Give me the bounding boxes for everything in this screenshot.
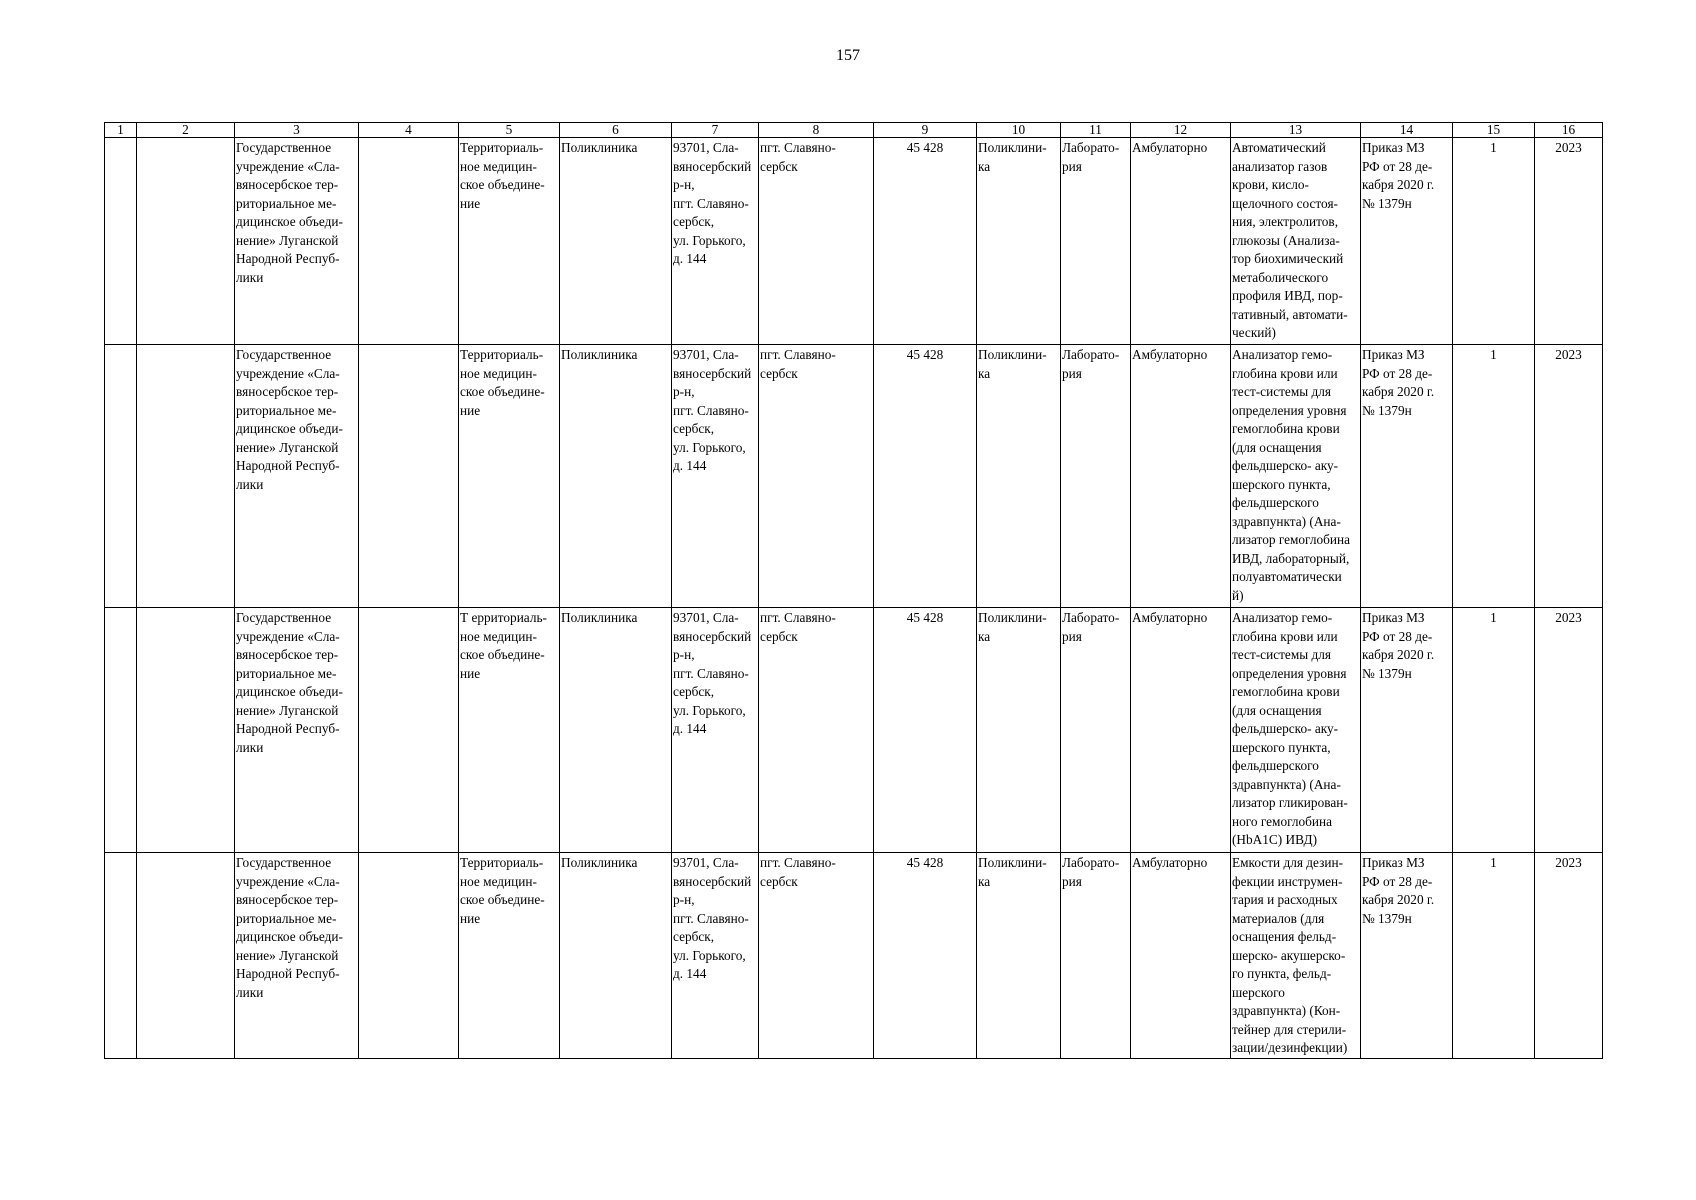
cell-line: вяносербское тер- <box>236 647 339 662</box>
population-cell: 45 428 <box>874 853 977 1059</box>
cell-line: ние <box>460 665 481 681</box>
cell-line: Поликлиника <box>561 347 638 362</box>
equipment-cell <box>1231 608 1361 853</box>
cell-line: учреждение «Сла- <box>236 158 340 174</box>
cell-line: пгт. Славяно- <box>673 195 749 211</box>
population-cell: 45 428 <box>874 138 977 345</box>
equipment-cell <box>1231 853 1361 1059</box>
cell-line: РФ от 28 де- <box>1362 628 1433 644</box>
quantity-cell: 1 <box>1453 138 1535 345</box>
column-header: 5 <box>459 123 560 138</box>
quantity-cell: 1 <box>1453 853 1535 1059</box>
cell-line: фекции инструмен- <box>1232 873 1343 889</box>
cell-line: Народной Респуб- <box>236 721 340 736</box>
cell-line: 93701, Сла- <box>673 855 739 870</box>
cell-line: риториальное ме- <box>236 402 337 418</box>
institution-name-cell <box>235 853 359 1059</box>
care-form-cell <box>1131 608 1231 853</box>
cell-line: зации/дезинфекции) <box>1232 1040 1348 1055</box>
cell-line: метаболического <box>1232 269 1329 285</box>
cell-line: Территориаль- <box>460 855 544 870</box>
cell-line: р-н, <box>673 892 695 907</box>
column-header: 1 <box>105 123 137 138</box>
code-cell <box>137 608 235 853</box>
cell-line: Анализатор гемо- <box>1232 347 1333 362</box>
cell-line: определения уровня <box>1232 665 1347 681</box>
cell-line: Приказ МЗ <box>1362 347 1425 362</box>
cell-line: сербск, <box>673 684 715 699</box>
cell-line: вяносербский <box>673 873 752 889</box>
cell-line: Государственное <box>236 610 332 625</box>
settlement-cell <box>759 608 874 853</box>
cell-line: 93701, Сла- <box>673 347 739 362</box>
care-form-cell <box>1131 853 1231 1059</box>
cell-line: ния, электролитов, <box>1232 214 1339 229</box>
code-cell <box>137 138 235 345</box>
cell-line: гемоглобина крови <box>1232 684 1340 699</box>
cell-line: щелочного состоя- <box>1232 195 1338 211</box>
column-header: 12 <box>1131 123 1231 138</box>
cell-line: учреждение «Сла- <box>236 873 340 889</box>
cell-line: пгт. Славяно- <box>673 910 749 926</box>
cell-line: нение» Луганской <box>236 702 339 718</box>
cell-line: Лаборато- <box>1062 610 1120 625</box>
cell-line: вяносербское тер- <box>236 384 339 399</box>
cell-line: глобина крови или <box>1232 365 1338 381</box>
cell-line: р-н, <box>673 384 695 399</box>
cell-line: тор биохимический <box>1232 251 1344 266</box>
cell-line: Амбулаторно <box>1132 347 1208 362</box>
cell-line: шерско- акушерско- <box>1232 947 1346 963</box>
cell-line: вяносербский <box>673 365 752 381</box>
cell-line: ское объедине- <box>460 647 545 662</box>
division-cell <box>560 853 672 1059</box>
column-header: 3 <box>235 123 359 138</box>
cell-line: сербск, <box>673 421 715 436</box>
cell-line: 93701, Сла- <box>673 140 739 155</box>
cell-line: вяносербский <box>673 158 752 174</box>
cell-line: Амбулаторно <box>1132 610 1208 625</box>
address-cell <box>672 138 759 345</box>
cell-line: пгт. Славяно- <box>760 610 836 625</box>
cell-line: ское объедине- <box>460 892 545 907</box>
cell-line: Поликлини- <box>978 347 1047 362</box>
cell-line: гемоглобина крови <box>1232 421 1340 436</box>
department-cell <box>1061 345 1131 608</box>
cell-line: профиля ИВД, пор- <box>1232 288 1343 303</box>
cell-line: (для оснащения <box>1232 702 1322 718</box>
care-form-cell <box>1131 345 1231 608</box>
cell-line: РФ от 28 де- <box>1362 158 1433 174</box>
cell-line: крови, кисло- <box>1232 177 1309 192</box>
unit-type-cell <box>977 853 1061 1059</box>
cell-line: Т ерриториаль- <box>460 610 547 625</box>
cell-line: Поликлиника <box>561 140 638 155</box>
cell-line: пгт. Славяно- <box>673 402 749 418</box>
cell-line: ул. Горького, <box>673 439 746 455</box>
cell-line: ское объедине- <box>460 384 545 399</box>
cell-line: (для оснащения <box>1232 439 1322 455</box>
column-header: 9 <box>874 123 977 138</box>
division-cell <box>560 345 672 608</box>
cell-line: кабря 2020 г. <box>1362 384 1435 399</box>
unit-type-cell <box>977 608 1061 853</box>
cell-line: Лаборато- <box>1062 347 1120 362</box>
cell-line: вяносербское тер- <box>236 892 339 907</box>
column-header: 4 <box>359 123 459 138</box>
cell-line: здравпункта) (Ана- <box>1232 513 1341 529</box>
column-header: 2 <box>137 123 235 138</box>
cell-line: тест-системы для <box>1232 647 1332 662</box>
cell-line: шерского <box>1232 984 1285 1000</box>
cell-line: ческий) <box>1232 325 1276 340</box>
cell-line: ское объедине- <box>460 177 545 192</box>
cell-line: глобина крови или <box>1232 628 1338 644</box>
cell-line: дицинское объеди- <box>236 421 343 436</box>
cell-line: Территориаль- <box>460 347 544 362</box>
cell-line: здравпункта) (Кон- <box>1232 1003 1341 1018</box>
cell-line: № 1379н <box>1362 910 1412 926</box>
cell-line: учреждение «Сла- <box>236 628 340 644</box>
cell-line: тест-системы для <box>1232 384 1332 399</box>
cell-line: Поликлини- <box>978 140 1047 155</box>
cell-line: глюкозы (Анализа- <box>1232 232 1340 248</box>
empty-cell <box>359 853 459 1059</box>
cell-line: Поликлини- <box>978 855 1047 870</box>
institution-type-cell <box>459 853 560 1059</box>
cell-line: лизатор гемоглобина <box>1232 532 1351 547</box>
cell-line: Приказ МЗ <box>1362 610 1425 625</box>
empty-cell <box>359 138 459 345</box>
institution-name-cell <box>235 138 359 345</box>
cell-line: Амбулаторно <box>1132 140 1208 155</box>
cell-line: РФ от 28 де- <box>1362 365 1433 381</box>
cell-line: нение» Луганской <box>236 232 339 248</box>
cell-line: кабря 2020 г. <box>1362 892 1435 907</box>
cell-line: тария и расходных <box>1232 892 1338 907</box>
year-cell: 2023 <box>1535 345 1603 608</box>
cell-line: ние <box>460 195 481 211</box>
cell-line: анализатор газов <box>1232 158 1328 174</box>
cell-line: определения уровня <box>1232 402 1347 418</box>
order-cell <box>1361 345 1453 608</box>
cell-line: ние <box>460 402 481 418</box>
column-header: 7 <box>672 123 759 138</box>
cell-line: д. 144 <box>673 251 707 266</box>
cell-line: Поликлини- <box>978 610 1047 625</box>
institution-type-cell <box>459 608 560 853</box>
department-cell <box>1061 608 1131 853</box>
cell-line: ное медицин- <box>460 628 537 644</box>
cell-line: Государственное <box>236 140 332 155</box>
population-cell: 45 428 <box>874 608 977 853</box>
cell-line: кабря 2020 г. <box>1362 177 1435 192</box>
cell-line: пгт. Славяно- <box>673 665 749 681</box>
settlement-cell <box>759 853 874 1059</box>
cell-line: РФ от 28 де- <box>1362 873 1433 889</box>
department-cell <box>1061 853 1131 1059</box>
equipment-cell <box>1231 345 1361 608</box>
empty-cell <box>359 608 459 853</box>
settlement-cell <box>759 138 874 345</box>
table-row <box>105 853 1603 1059</box>
cell-line: Приказ МЗ <box>1362 855 1425 870</box>
cell-line: лики <box>236 476 264 492</box>
cell-line: лики <box>236 739 264 755</box>
cell-line: Амбулаторно <box>1132 855 1208 870</box>
row-number-cell <box>105 345 137 608</box>
institution-type-cell <box>459 345 560 608</box>
cell-line: дицинское объеди- <box>236 929 343 944</box>
unit-type-cell <box>977 138 1061 345</box>
address-cell <box>672 345 759 608</box>
cell-line: рия <box>1062 158 1082 174</box>
cell-line: ул. Горького, <box>673 947 746 963</box>
row-number-cell <box>105 853 137 1059</box>
code-cell <box>137 853 235 1059</box>
cell-line: тейнер для стерили- <box>1232 1021 1347 1037</box>
cell-line: Государственное <box>236 855 332 870</box>
cell-line: фельдшерско- аку- <box>1232 458 1339 473</box>
cell-line: й) <box>1232 587 1244 603</box>
settlement-cell <box>759 345 874 608</box>
cell-line: здравпункта) (Ана- <box>1232 776 1341 792</box>
cell-line: дицинское объеди- <box>236 684 343 699</box>
unit-type-cell <box>977 345 1061 608</box>
quantity-cell: 1 <box>1453 345 1535 608</box>
cell-line: рия <box>1062 365 1082 381</box>
cell-line: риториальное ме- <box>236 910 337 926</box>
cell-line: Лаборато- <box>1062 140 1120 155</box>
address-cell <box>672 853 759 1059</box>
cell-line: пгт. Славяно- <box>760 855 836 870</box>
cell-line: ИВД, лабораторный, <box>1232 550 1350 566</box>
cell-line: го пункта, фельд- <box>1232 966 1332 981</box>
cell-line: дицинское объеди- <box>236 214 343 229</box>
table-row <box>105 345 1603 608</box>
cell-line: ние <box>460 910 481 926</box>
cell-line: рия <box>1062 628 1082 644</box>
address-cell <box>672 608 759 853</box>
cell-line: ул. Горького, <box>673 702 746 718</box>
column-header: 10 <box>977 123 1061 138</box>
cell-line: Приказ МЗ <box>1362 140 1425 155</box>
column-header: 11 <box>1061 123 1131 138</box>
institution-name-cell <box>235 608 359 853</box>
population-cell: 45 428 <box>874 345 977 608</box>
cell-line: сербск <box>760 365 798 381</box>
year-cell: 2023 <box>1535 608 1603 853</box>
division-cell <box>560 608 672 853</box>
equipment-registry-table <box>104 122 1603 1059</box>
cell-line: Народной Респуб- <box>236 458 340 473</box>
order-cell <box>1361 138 1453 345</box>
division-cell <box>560 138 672 345</box>
cell-line: фельдшерско- аку- <box>1232 721 1339 736</box>
cell-line: фельдшерского <box>1232 758 1319 773</box>
row-number-cell <box>105 608 137 853</box>
cell-line: № 1379н <box>1362 195 1412 211</box>
cell-line: шерского пункта, <box>1232 476 1331 492</box>
cell-line: Емкости для дезин- <box>1232 855 1344 870</box>
cell-line: нение» Луганской <box>236 947 339 963</box>
cell-line: ного гемоглобина <box>1232 813 1333 829</box>
cell-line: р-н, <box>673 177 695 192</box>
cell-line: тативный, автомати- <box>1232 306 1348 322</box>
cell-line: вяносербский <box>673 628 752 644</box>
cell-line: ка <box>978 873 991 889</box>
cell-line: Автоматический <box>1232 140 1326 155</box>
equipment-cell <box>1231 138 1361 345</box>
cell-line: д. 144 <box>673 721 707 736</box>
cell-line: рия <box>1062 873 1082 889</box>
cell-line: Анализатор гемо- <box>1232 610 1333 625</box>
cell-line: полуавтоматически <box>1232 569 1342 584</box>
cell-line: лики <box>236 269 264 285</box>
order-cell <box>1361 853 1453 1059</box>
row-number-cell <box>105 138 137 345</box>
cell-line: лики <box>236 984 264 1000</box>
quantity-cell: 1 <box>1453 608 1535 853</box>
column-header: 6 <box>560 123 672 138</box>
cell-line: лизатор гликирован- <box>1232 795 1348 810</box>
code-cell <box>137 345 235 608</box>
institution-name-cell <box>235 345 359 608</box>
cell-line: (HbA1C) ИВД) <box>1232 832 1318 847</box>
cell-line: р-н, <box>673 647 695 662</box>
care-form-cell <box>1131 138 1231 345</box>
empty-cell <box>359 345 459 608</box>
cell-line: оснащения фельд- <box>1232 929 1337 944</box>
year-cell: 2023 <box>1535 853 1603 1059</box>
cell-line: Народной Респуб- <box>236 966 340 981</box>
cell-line: материалов (для <box>1232 910 1325 926</box>
column-header: 13 <box>1231 123 1361 138</box>
cell-line: сербск <box>760 628 798 644</box>
department-cell <box>1061 138 1131 345</box>
cell-line: сербск, <box>673 929 715 944</box>
cell-line: ка <box>978 365 991 381</box>
cell-line: Поликлиника <box>561 855 638 870</box>
order-cell <box>1361 608 1453 853</box>
cell-line: Поликлиника <box>561 610 638 625</box>
cell-line: ное медицин- <box>460 158 537 174</box>
cell-line: № 1379н <box>1362 402 1412 418</box>
cell-line: Территориаль- <box>460 140 544 155</box>
table-row <box>105 138 1603 345</box>
page-number: 157 <box>836 47 860 64</box>
table-row <box>105 608 1603 853</box>
cell-line: ка <box>978 158 991 174</box>
cell-line: Государственное <box>236 347 332 362</box>
cell-line: учреждение «Сла- <box>236 365 340 381</box>
cell-line: шерского пункта, <box>1232 739 1331 755</box>
year-cell: 2023 <box>1535 138 1603 345</box>
cell-line: Лаборато- <box>1062 855 1120 870</box>
cell-line: пгт. Славяно- <box>760 140 836 155</box>
cell-line: д. 144 <box>673 966 707 981</box>
institution-type-cell <box>459 138 560 345</box>
cell-line: риториальное ме- <box>236 195 337 211</box>
cell-line: кабря 2020 г. <box>1362 647 1435 662</box>
cell-line: пгт. Славяно- <box>760 347 836 362</box>
cell-line: 93701, Сла- <box>673 610 739 625</box>
cell-line: Народной Респуб- <box>236 251 340 266</box>
cell-line: сербск <box>760 873 798 889</box>
cell-line: сербск, <box>673 214 715 229</box>
cell-line: № 1379н <box>1362 665 1412 681</box>
column-header: 15 <box>1453 123 1535 138</box>
cell-line: нение» Луганской <box>236 439 339 455</box>
cell-line: ное медицин- <box>460 365 537 381</box>
column-number-header-row <box>105 123 1603 138</box>
cell-line: риториальное ме- <box>236 665 337 681</box>
cell-line: фельдшерского <box>1232 495 1319 510</box>
cell-line: д. 144 <box>673 458 707 473</box>
cell-line: ка <box>978 628 991 644</box>
column-header: 14 <box>1361 123 1453 138</box>
cell-line: вяносербское тер- <box>236 177 339 192</box>
cell-line: ное медицин- <box>460 873 537 889</box>
column-header: 16 <box>1535 123 1603 138</box>
column-header: 8 <box>759 123 874 138</box>
cell-line: ул. Горького, <box>673 232 746 248</box>
cell-line: сербск <box>760 158 798 174</box>
